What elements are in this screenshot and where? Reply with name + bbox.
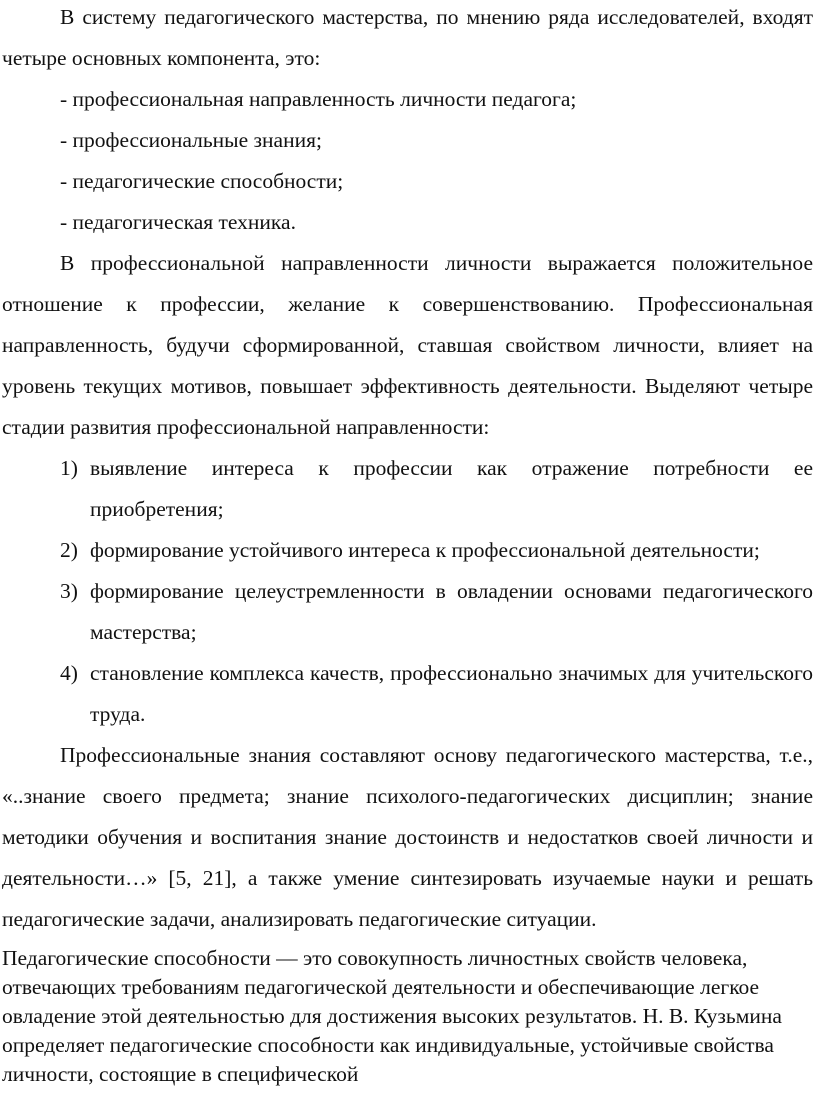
stage-number: 4) — [60, 661, 78, 685]
component-item-3: - педагогические способности; — [60, 169, 344, 193]
stage-text: выявление интереса к профессии как отражение потребности ее приобретения; — [90, 456, 813, 521]
stage-text: становление комплекса качеств, профессионально значимых для учительского труда. — [90, 661, 813, 726]
stage-text: формирование целеустремленности в овладении основами педагогического мастерства; — [90, 579, 813, 644]
stage-number: 2) — [60, 538, 78, 562]
stage-number: 3) — [60, 579, 78, 603]
stage-item-2 — [2, 530, 813, 571]
stage-text: формирование устойчивого интереса к профессиональной деятельности; — [90, 538, 760, 562]
abilities-paragraph: Педагогические способности — это совокупность личностных свойств человека, отвечающих требованиям педагогической деятельности и обеспечивающие легкое овладение этой деятельностью для достижения высоких результатов. Н. В. Кузьмина определяет педагогические способности как индивидуальные, устойчивые свойства личности, состоящие в специфической — [2, 946, 782, 1086]
stage-item-4 — [2, 653, 813, 735]
stage-item-3 — [2, 571, 813, 653]
knowledge-paragraph: Профессиональные знания составляют основу педагогического мастерства, т.е., «..знание своего предмета; знание психолого-педагогических дисциплин; знание методики обучения и воспитания знание достоинств и недостатков своей личности и деятельности…» [5, 21], а также умение синтезировать изучаемые науки и решать педагогические задачи, анализировать педагогические ситуации. — [2, 743, 813, 931]
stage-item-1 — [2, 448, 813, 530]
direction-paragraph: В профессиональной направленности личности выражается положительное отношение к профессии, желание к совершенствованию. Профессиональная направленность, будучи сформированной, ставшая свойством личности, влияет на уровень текущих мотивов, повышает эффективность деятельности. Выделяют четыре стадии развития профессиональной направленности: — [2, 251, 813, 439]
intro-paragraph: В систему педагогического мастерства, по мнению ряда исследователей, входят четыре основных компонента, это: — [2, 5, 813, 70]
component-item-1: - профессиональная направленность личности педагога; — [60, 87, 577, 111]
component-item-2: - профессиональные знания; — [60, 128, 322, 152]
component-item-4: - педагогическая техника. — [60, 210, 296, 234]
stage-number: 1) — [60, 456, 78, 480]
